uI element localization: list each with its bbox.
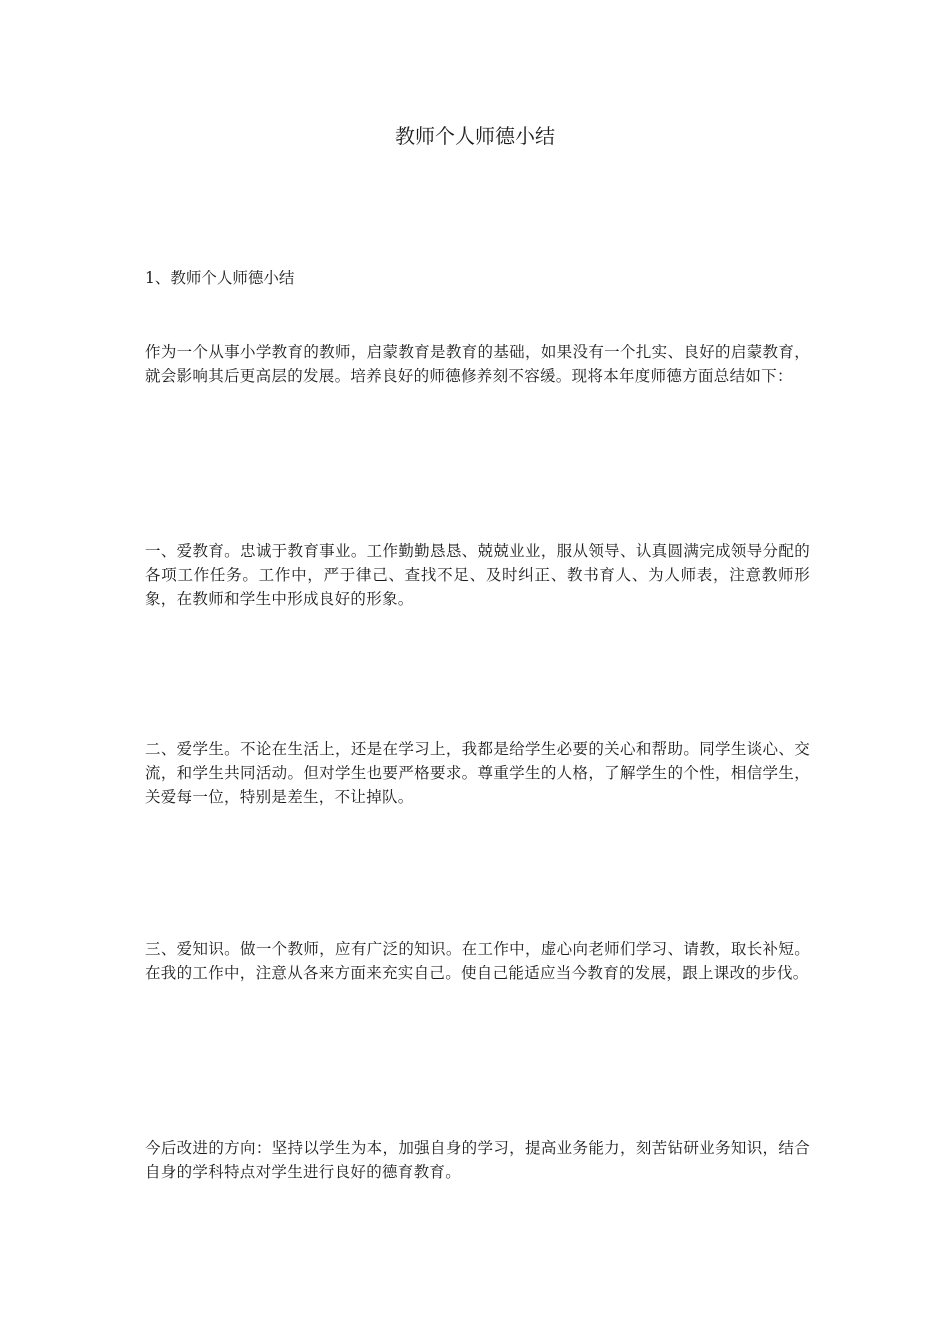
- paragraph-love-knowledge: 三、爱知识。做一个教师，应有广泛的知识。在工作中，虚心向老师们学习、请教，取长补短。在我的工作中，注意从各来方面来充实自己。使自己能适应当今教育的发展，跟上课改的步伐。: [145, 940, 810, 982]
- paragraph-future-direction: 今后改进的方向：坚持以学生为本，加强自身的学习，提高业务能力，刻苦钻研业务知识，结合自身的学科特点对学生进行良好的德育教育。: [145, 1139, 810, 1181]
- intro-paragraph: 作为一个从事小学教育的教师，启蒙教育是教育的基础，如果没有一个扎实、良好的启蒙教育，就会影响其后更高层的发展。培养良好的师德修养刻不容缓。现将本年度师德方面总结如下：: [145, 343, 810, 385]
- section-heading: 1、教师个人师德小结: [145, 269, 295, 287]
- document-title: 教师个人师德小结: [395, 124, 555, 148]
- paragraph-love-education: 一、爱教育。忠诚于教育事业。工作勤勤恳恳、兢兢业业，服从领导、认真圆满完成领导分配的各项工作任务。工作中，严于律己、查找不足、及时纠正、教书育人、为人师表，注意教师形象，在教师和学生中形成良好的形象。: [145, 542, 810, 608]
- paragraph-love-students: 二、爱学生。不论在生活上，还是在学习上，我都是给学生必要的关心和帮助。同学生谈心、交流，和学生共同活动。但对学生也要严格要求。尊重学生的人格，了解学生的个性，相信学生，关爱每一位，特别是差生，不让掉队。: [145, 740, 810, 806]
